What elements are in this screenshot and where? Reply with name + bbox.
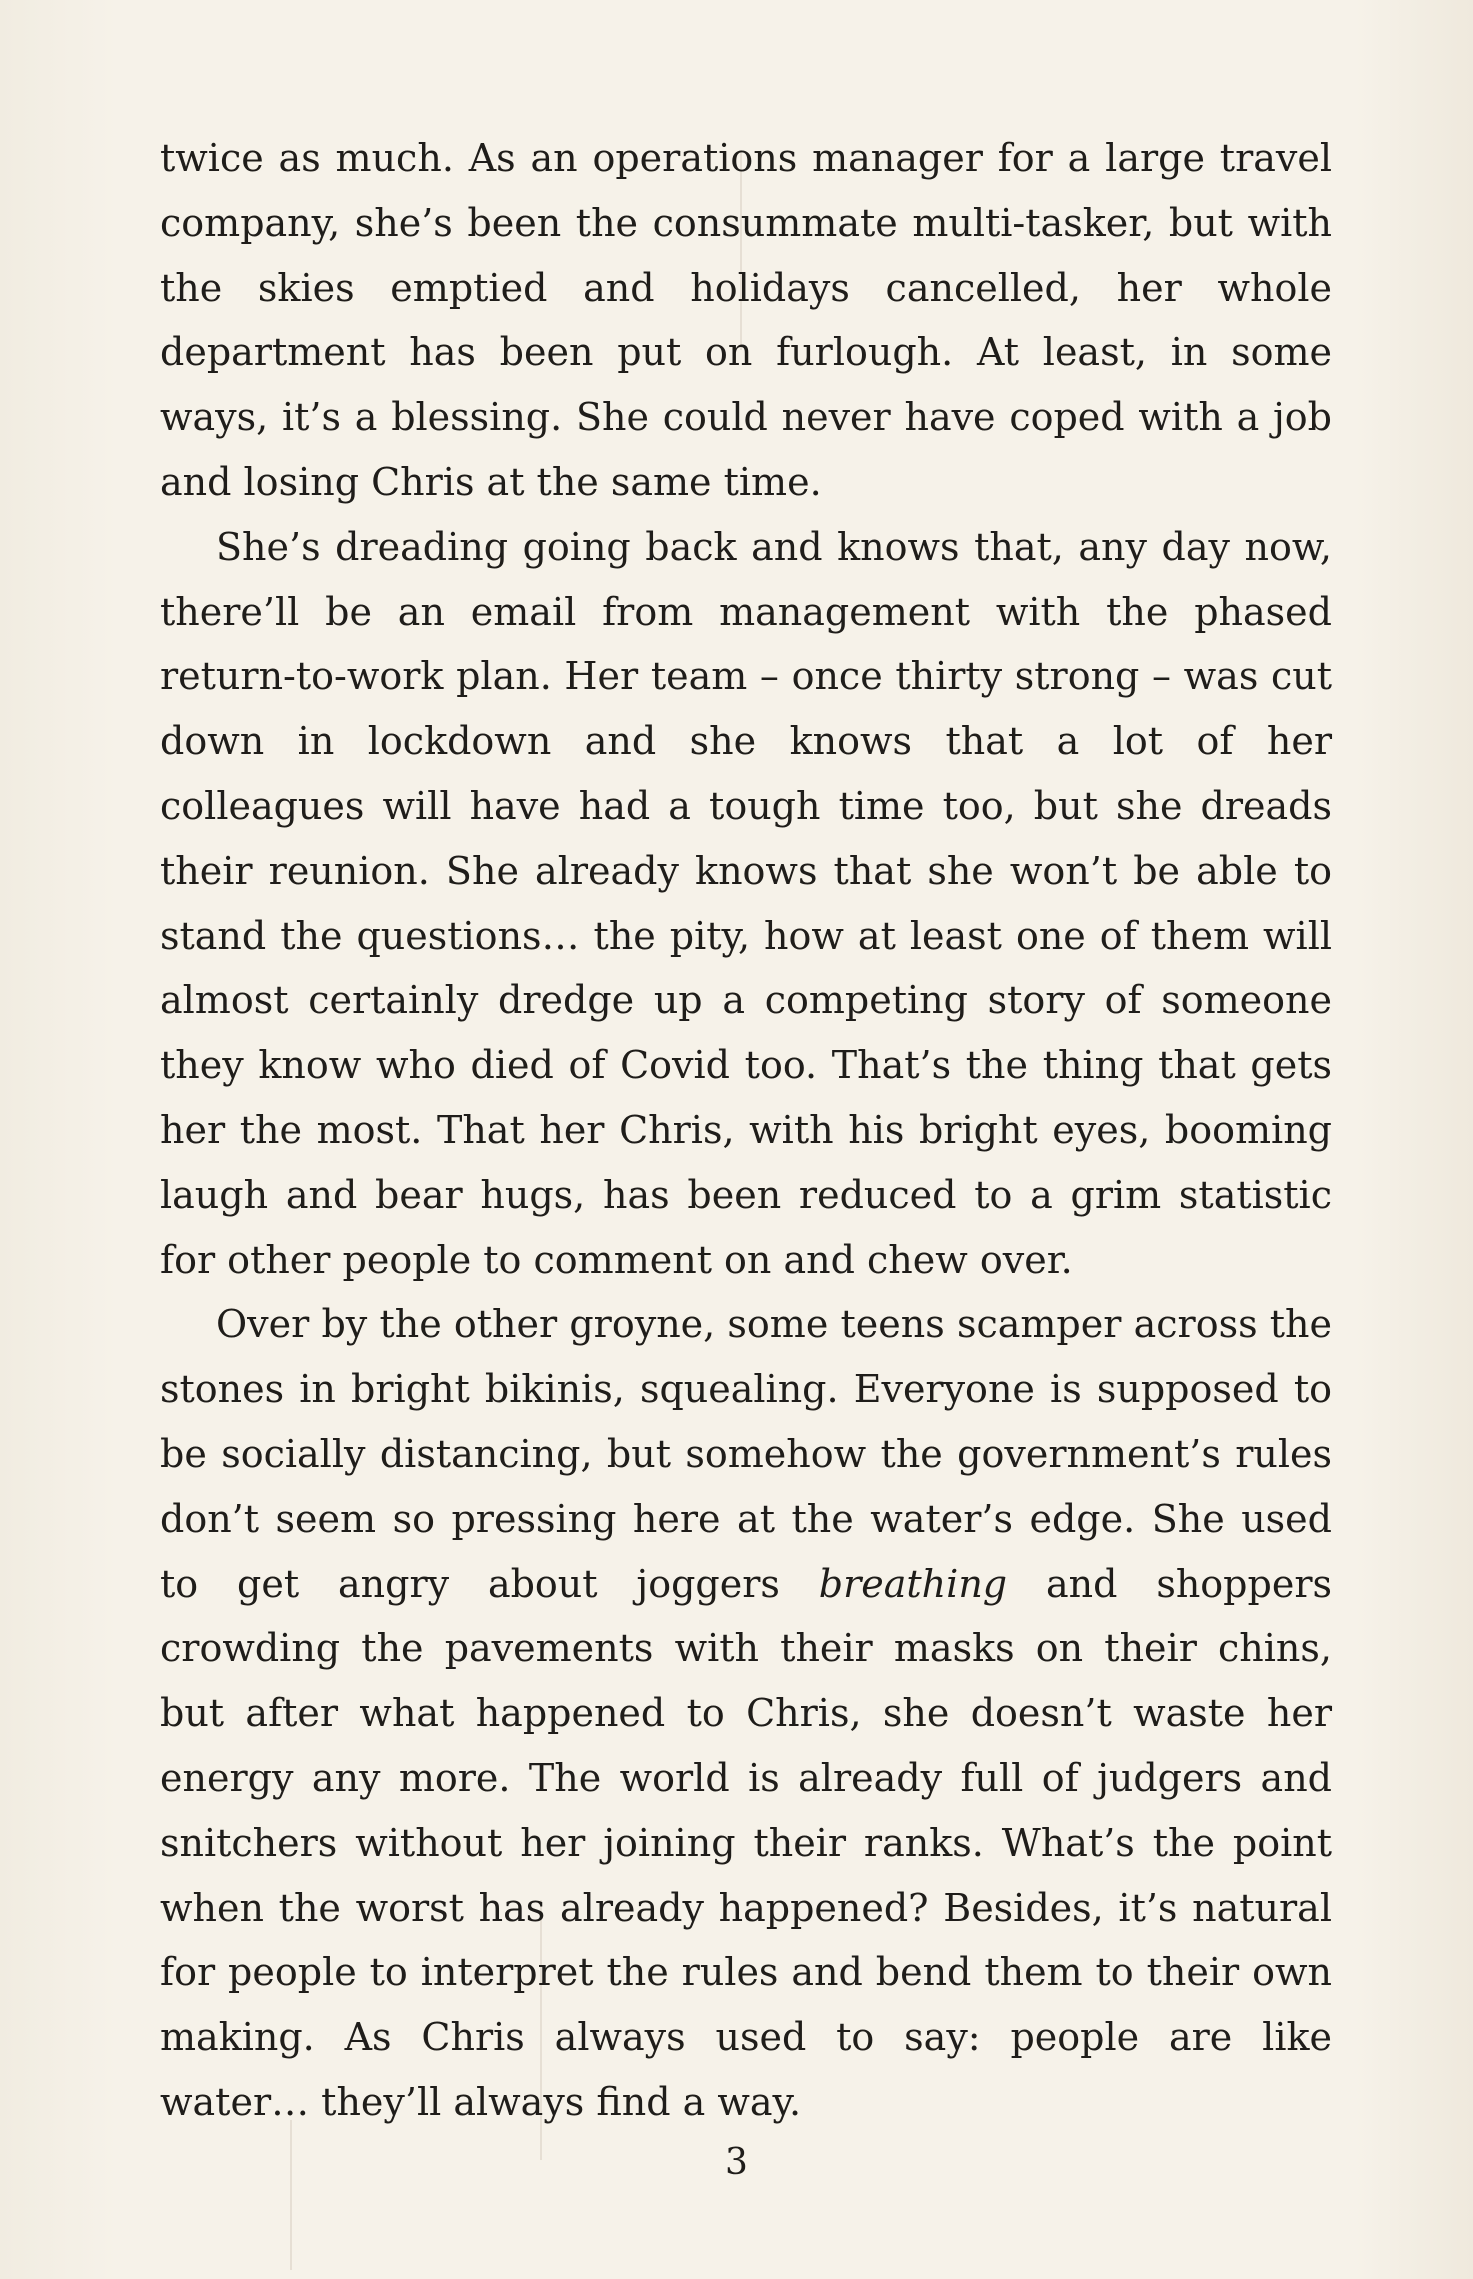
paragraph-3-end: and shoppers crowding the pavements with their masks on their chins, but after what happened to Chris, she doesn’t waste her energy any more. The world is already full of judgers and snitchers without her joining their ranks. What’s the point when the worst has already happened? Besides, it’s natural for people to interpret the rules and bend them to their own making. As Chris always used to say: people are like water… they’ll always find a way. [160, 1561, 1332, 2124]
body-text [160, 126, 1332, 2135]
paragraph-2: She’s dreading going back and knows that, any day now, there’ll be an email from management with the phased return-to-work plan. Her team – once thirty strong – was cut down in lockdown and she knows that a lot of her colleagues will have had a tough time too, but she dreads their reunion. She already knows that she won’t be able to stand the questions… the pity, how at least one of them will almost certainly dredge up a competing story of someone they know who died of Covid too. That’s the thing that gets her the most. That her Chris, with his bright eyes, booming laugh and bear hugs, has been reduced to a grim statistic for other people to comment on and chew over. [160, 524, 1332, 1282]
paragraph-3-start: Over by the other groyne, some teens scamper across the stones in bright bikinis, squealing. Everyone is supposed to be socially distancing, but somehow the government’s rules don’t seem so pressing here at the water’s edge. She used to get angry about joggers [160, 1302, 1332, 1606]
emphasized-word: breathing [818, 1561, 1008, 1606]
paragraph-1: twice as much. As an operations manager for a large travel company, she’s been the consummate multi-tasker, but with the skies emptied and holidays cancelled, her whole department has been put on furlough. At least, in some ways, it’s a blessing. She could never have coped with a job and losing Chris at the same time. [160, 136, 1332, 504]
paragraph-3 [160, 1292, 1332, 2134]
page-number: 3 [725, 2142, 748, 2183]
